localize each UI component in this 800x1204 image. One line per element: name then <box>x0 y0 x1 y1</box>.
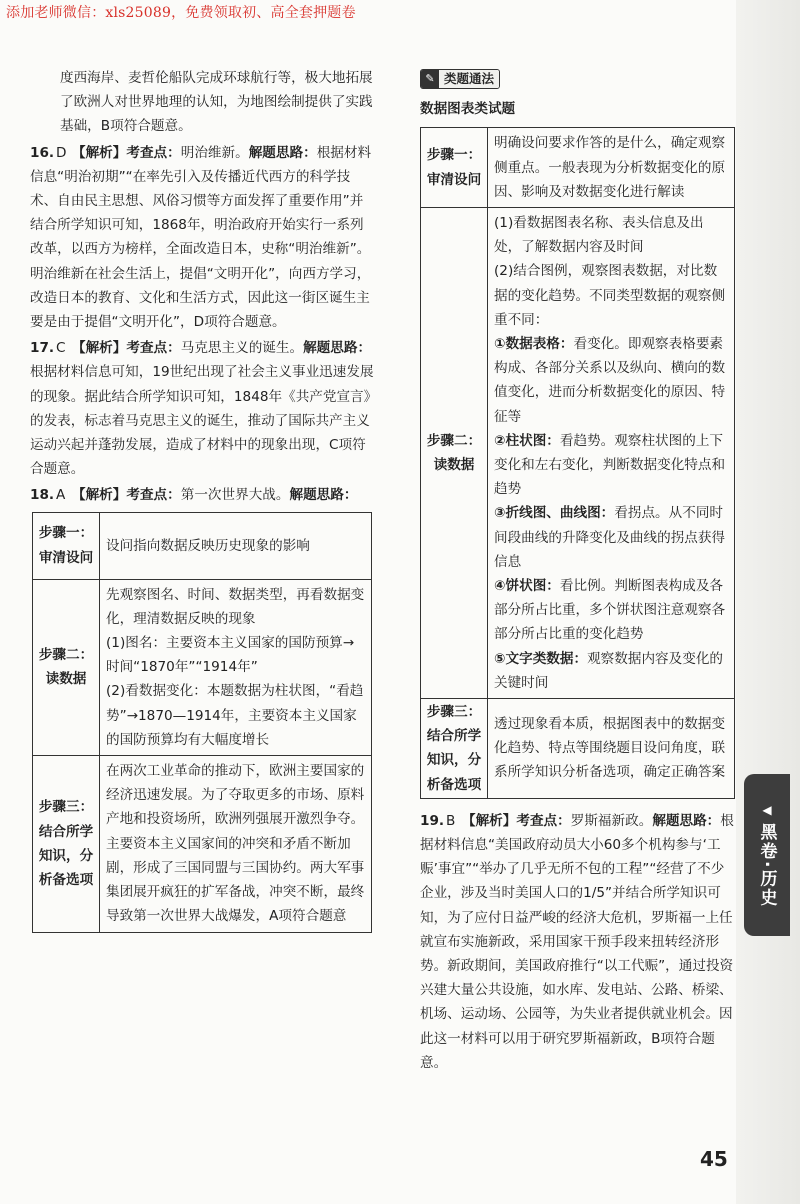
step3-text: 在两次工业革命的推动下，欧洲主要国家的经济迅速发展。为了夺取更多的市场、原料产地和投资场所，欧洲列强展开激烈争夺。主要资本主义国家间的冲突和矛盾不断加剧，形成了三国同盟与三国协约。两大军事集团展开疯狂的扩军备战，冲突不断，最终导致第一次世界大战爆发，A项符合题意 <box>100 756 372 932</box>
method-step2-p7-label: ⑤文字类数据： <box>494 650 588 667</box>
q18-kp-value: 第一次世界大战。 <box>180 487 290 504</box>
q19-kp-label: 考查点： <box>516 812 571 829</box>
step2-item1 <box>106 631 365 679</box>
q19-answer: B <box>446 812 456 829</box>
question-17 <box>30 336 375 481</box>
table-row <box>421 207 735 698</box>
intro-paragraph: 度西海岸、麦哲伦船队完成环球航行等，极大地拓展了欧洲人对世界地理的认知，为地图绘制提供了实践基础，B项符合题意。 <box>60 70 373 135</box>
q16-number: 16. <box>30 144 55 161</box>
q17-idea-label: 解题思路： <box>303 340 372 357</box>
q19-number: 19. <box>420 812 445 829</box>
q16-kp-value: 明治维新。 <box>180 144 249 161</box>
method-step3-label: 步骤三：结合所学知识，分析备选项 <box>421 698 488 798</box>
method-step3-text: 透过现象看本质，根据图表中的数据变化趋势、特点等围绕题目设问角度，联系所学知识分析备选项，确定正确答案 <box>488 698 735 798</box>
q19-tag: 【解析】 <box>462 812 517 829</box>
method-step2-p6-text: 看比例。判断图表构成及各部分所占比重，多个饼状图注意观察各部分所占比重的变化趋势 <box>494 577 726 643</box>
section-side-tab <box>744 774 790 936</box>
q18-idea-label: 解题思路： <box>289 487 358 504</box>
right-column <box>420 66 735 1077</box>
question-16 <box>30 141 375 335</box>
q18-steps-table <box>32 512 372 933</box>
method-step2-p7 <box>494 647 728 695</box>
method-badge <box>420 69 500 89</box>
table-row <box>33 756 372 932</box>
q17-tag: 【解析】 <box>72 340 127 357</box>
q16-body: 根据材料信息“明治初期”“在率先引入及传播近代西方的科学技术、自由民主思想、风俗习惯等方面发挥了重要作用”并结合所学知识可知，1868年，明治政府开始实行一系列改革，以西方为榜样，全面改造日本，史称“明治维新”。明治维新在社会生活上，提倡“文明开化”，向西方学习，改造日本的教育、文化和生活方式，因此这一街区诞生主要是由于提倡“文明开化”，D项符合题意。 <box>30 144 372 331</box>
q17-kp-value: 马克思主义的诞生。 <box>180 340 304 357</box>
q18-kp-label: 考查点： <box>126 487 181 504</box>
page-number: 45 <box>700 1147 728 1171</box>
method-step1-label: 步骤一：审清设问 <box>421 128 488 208</box>
table-row <box>421 128 735 208</box>
q17-answer: C <box>56 340 66 357</box>
q16-kp-label: 考查点： <box>126 144 181 161</box>
method-step1-text: 明确设问要求作答的是什么，确定观察侧重点。一般表现为分析数据变化的原因、影响及对数据变化进行解读 <box>488 128 735 208</box>
step2-item2-label: (2)看数据变化： <box>106 683 207 700</box>
step2-cell <box>100 579 372 755</box>
table-row <box>33 579 372 755</box>
q17-number: 17. <box>30 340 55 357</box>
q16-tag: 【解析】 <box>72 144 127 161</box>
question-18 <box>30 483 375 507</box>
q16-idea-label: 解题思路： <box>248 144 317 161</box>
method-step2-p4-label: ②柱状图： <box>494 432 560 449</box>
q19-idea-label: 解题思路： <box>652 812 721 829</box>
step2-item2-text: 本题数据为柱状图，“看趋势”→1870—1914年，主要资本主义国家的国防预算均有大幅度增长 <box>106 683 364 748</box>
step1-label: 步骤一：审清设问 <box>33 512 100 579</box>
step2-item1-text: 主要资本主义国家的国防预算→时间“1870年”“1914年” <box>106 635 355 676</box>
q18-answer: A <box>56 487 66 504</box>
step2-item1-label: (1)图名： <box>106 635 167 652</box>
side-tab-label: 黑卷·历史 <box>756 822 777 908</box>
q16-answer: D <box>56 144 67 161</box>
watermark-text: 添加老师微信：xls25089，免费领取初、高全套押题卷 <box>6 5 356 21</box>
table-row <box>421 698 735 798</box>
step2-intro: 先观察图名、时间、数据类型，再看数据变化，理清数据反映的现象 <box>106 586 365 627</box>
method-step2-p5-label: ③折线图、曲线图： <box>494 505 615 522</box>
q18-tag: 【解析】 <box>72 487 127 504</box>
method-step2-p7-text: 观察数据内容及变化的关键时间 <box>494 650 724 691</box>
step1-text: 设问指向数据反映历史现象的影响 <box>100 512 372 579</box>
method-step2-p6-label: ④饼状图： <box>494 577 560 594</box>
method-step2-label: 步骤二：读数据 <box>421 207 488 698</box>
q17-body: 根据材料信息可知，19世纪出现了社会主义事业迅速发展的现象。据此结合所学知识可知，1848年《共产党宣言》的发表，标志着马克思主义的诞生，推动了国际共产主义运动兴起并蓬勃发展，造成了材料中的现象出现，C项符合题意。 <box>30 364 374 478</box>
method-step2-p5-text: 看拐点。从不同时间段曲线的升降变化及曲线的拐点获得信息 <box>494 505 726 570</box>
q19-body: 根据材料信息“美国政府动员大小60多个机构参与‘工赈’事宜”“举办了几乎无所不包的工程”“经营了不少企业，涉及当时美国人口的1/5”并结合所学知识可知，为了应付日益严峻的经济大危机，罗斯福一上任就宣布实施新政，采用国家干预手段来扭转经济形势。新政期间，美国政府推行“以工代赈”，通过投资兴建大量公共设施，如水库、发电站、公路、桥梁、机场、运动场、公园等，为失业者提供就业机会。因此这一材料可以用于研究罗斯福新政，B项符合题意。 <box>420 812 734 1071</box>
left-column <box>30 66 375 933</box>
q19-kp-value: 罗斯福新政。 <box>570 812 653 829</box>
method-step2-p2: (2)结合图例，观察图表数据，对比数据的变化趋势。不同类型数据的观察侧重不同： <box>494 263 726 328</box>
step2-item2 <box>106 679 365 752</box>
q17-kp-label: 考查点： <box>126 340 181 357</box>
method-step2-p4-text: 看趋势。观察柱状图的上下变化和左右变化，判断数据变化特点和趋势 <box>494 432 726 498</box>
q18-number: 18. <box>30 487 55 504</box>
step3-label: 步骤三：结合所学知识，分析备选项 <box>33 756 100 932</box>
method-step2-p3-text: 看变化。即观察表格要素构成、各部分关系以及纵向、横向的数值变化，进而分析数据变化的原因、特征等 <box>494 335 726 425</box>
method-subheading: 数据图表类试题 <box>420 101 516 118</box>
method-step2-p3-label: ①数据表格： <box>494 335 574 352</box>
method-step2-p1: (1)看数据图表名称、表头信息及出处，了解数据内容及时间 <box>494 214 704 256</box>
method-step2-p5 <box>494 501 728 574</box>
method-step2-p6 <box>494 574 728 647</box>
method-badge-label: 类题通法 <box>439 69 499 89</box>
step2-label: 步骤二：读数据 <box>33 579 100 755</box>
table-row <box>33 512 372 579</box>
method-step2-p4 <box>494 429 728 502</box>
key-icon: ✎ <box>421 70 439 88</box>
page-edge-shadow <box>736 0 800 1204</box>
chevron-left-icon: ◀ <box>762 802 772 817</box>
question-19 <box>420 809 735 1075</box>
method-step2-p3 <box>494 332 728 429</box>
method-steps-table <box>420 127 735 798</box>
method-step2-cell <box>488 207 735 698</box>
